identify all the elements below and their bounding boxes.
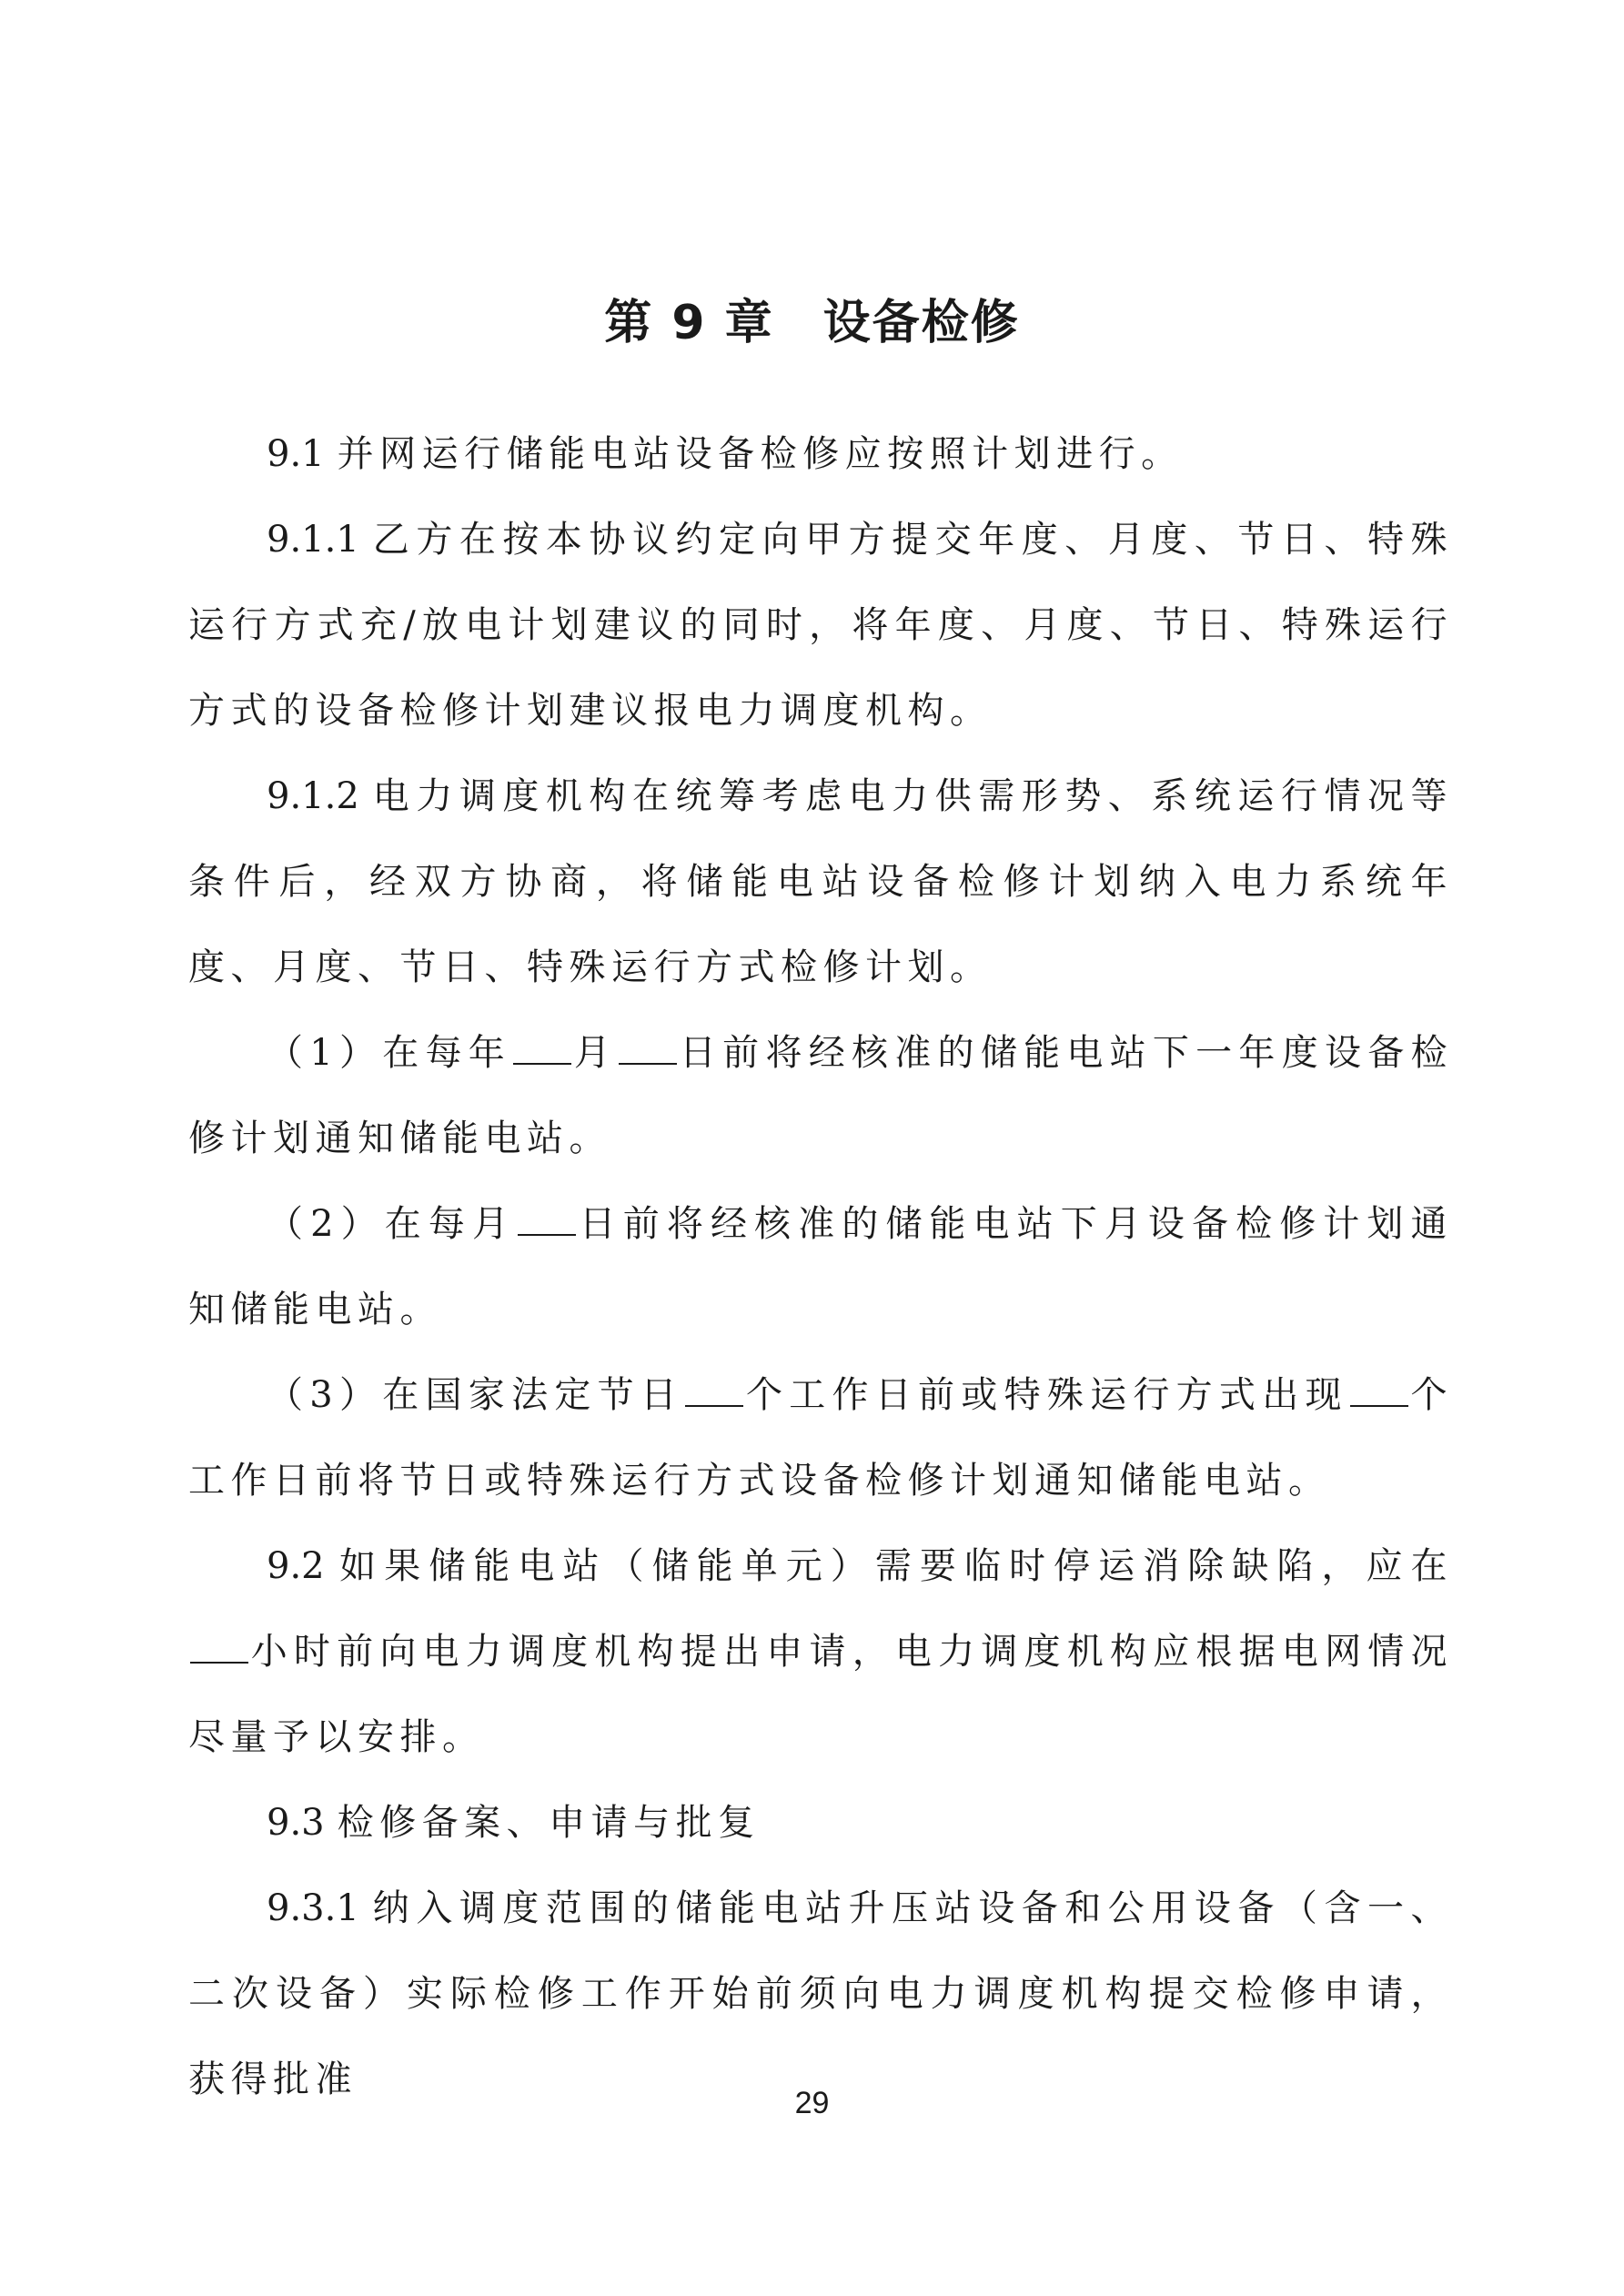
- fill-blank-day: [518, 1198, 576, 1236]
- fill-blank-workdays: [1350, 1369, 1408, 1407]
- paragraph-9-1-1: [188, 497, 1453, 754]
- clause-text: 纳入调度范围的储能电站升压站设备和公用设备（含一、二次设备）实际检修工作开始前须向电力调度机构提交检修申请，获得批准: [188, 1887, 1453, 2100]
- fill-blank-hours: [190, 1625, 248, 1664]
- clause-text: 如果储能电站（储能单元）需要临时停运消除缺陷，应在: [337, 1545, 1453, 1587]
- paragraph-9-2: [188, 1523, 1453, 1780]
- list-item-2: [188, 1181, 1453, 1352]
- fill-blank-day: [619, 1027, 677, 1065]
- fill-blank-workdays: [685, 1369, 743, 1407]
- item-text-part: （3）在国家法定节日: [267, 1374, 684, 1416]
- clause-number: 9.3: [267, 1802, 325, 1844]
- clause-text: 检修备案、申请与批复: [337, 1802, 761, 1844]
- fill-blank-month: [513, 1027, 571, 1065]
- list-item-3: [188, 1352, 1453, 1523]
- clause-number: 9.1: [267, 433, 325, 475]
- paragraph-9-3-1: [188, 1866, 1453, 2122]
- page-number: 29: [794, 2086, 830, 2120]
- clause-text: 小时前向电力调度机构提出申请，电力调度机构应根据电网情况尽量予以安排。: [188, 1631, 1453, 1758]
- clause-number: 9.1.1: [267, 519, 359, 561]
- document-body: [188, 411, 1453, 2122]
- paragraph-9-3: [188, 1780, 1453, 1866]
- chapter-title: 第 9 章 设备检修: [604, 296, 1020, 350]
- clause-text: 并网运行储能电站设备检修应按照计划进行。: [337, 433, 1184, 475]
- clause-number: 9.3.1: [267, 1887, 359, 1929]
- clause-text: 乙方在按本协议约定向甲方提交年度、月度、节日、特殊运行方式充/放电计划建议的同时，将年度、月度、节日、特殊运行方式的设备检修计划建议报电力调度机构。: [188, 519, 1453, 732]
- item-text-part: 个工作日前将节日或特殊运行方式设备检修计划通知储能电站。: [188, 1374, 1454, 1502]
- item-text-part: （2）在每月: [267, 1203, 517, 1245]
- paragraph-9-1-2: [188, 754, 1453, 1010]
- item-text-part: 日前将经核准的储能电站下一年度设备检修计划通知储能电站。: [188, 1032, 1454, 1159]
- clause-number: 9.2: [267, 1545, 325, 1587]
- clause-text: 电力调度机构在统筹考虑电力供需形势、系统运行情况等条件后，经双方协商，将储能电站设备检修计划纳入电力系统年度、月度、节日、特殊运行方式检修计划。: [188, 775, 1453, 988]
- list-item-1: [188, 1010, 1453, 1181]
- clause-number: 9.1.2: [267, 775, 359, 817]
- item-text-part: 日前将经核准的储能电站下月设备检修计划通知储能电站。: [188, 1203, 1454, 1330]
- item-text-part: （1）在每年: [267, 1032, 512, 1074]
- paragraph-9-1: [188, 411, 1453, 497]
- item-text-part: 月: [573, 1032, 618, 1074]
- item-text-part: 个工作日前或特殊运行方式出现: [745, 1374, 1348, 1416]
